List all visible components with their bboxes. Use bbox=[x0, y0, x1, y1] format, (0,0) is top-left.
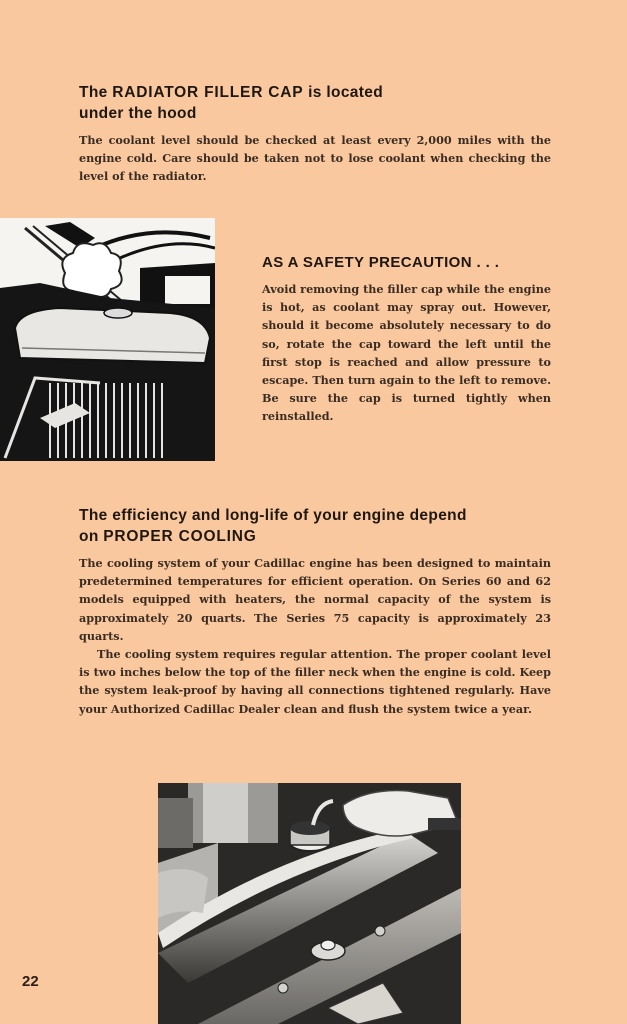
radiator-cap-body bbox=[79, 131, 551, 186]
paragraph: Avoid removing the filler cap while the engine is hot, as coolant may spray out. However, should it become absolutely necessary to do so, rotate the cap toward the left until the first stop is reached and allow pressure to escape. Then turn again to the left to remove. Be sure the cap is turned tightly when reinstalled. bbox=[262, 282, 551, 424]
page-number: 22 bbox=[22, 973, 39, 990]
steam-radiator-illustration bbox=[0, 218, 215, 461]
proper-cooling-heading bbox=[79, 505, 559, 547]
paragraph: The cooling system requires regular attention. The proper coolant level is two inches below the top of the filler neck when the engine is cold. Keep the system leak-proof by having all connections tightened regularly. Have your Authorized Cadillac Dealer clean and flush the system twice a year. bbox=[79, 647, 551, 716]
heading-caps-text: PROPER COOLING bbox=[103, 528, 257, 545]
proper-cooling-body bbox=[79, 554, 551, 718]
safety-heading: AS A SAFETY PRECAUTION . . . bbox=[262, 254, 500, 271]
heading-text: on bbox=[79, 528, 104, 545]
paragraph: The coolant level should be checked at least every 2,000 miles with the engine cold. Care should be taken not to lose coolant when checking the level of the radiator. bbox=[79, 133, 551, 184]
heading-text: under the hood bbox=[79, 105, 197, 122]
engine-steam-drawing bbox=[0, 218, 215, 461]
paragraph: The cooling system of your Cadillac engine has been designed to maintain predetermined temperatures for efficient operation. On Series 60 and 62 models equipped with heaters, the normal capacity of the system is approximately 20 quarts. The Series 75 capacity is approximately 23 quarts. bbox=[79, 556, 551, 643]
radiator-filling-drawing bbox=[158, 783, 461, 1024]
heading-text: The efficiency and long-life of your engine depend bbox=[79, 507, 467, 524]
heading-caps-text: RADIATOR FILLER CAP bbox=[112, 84, 304, 101]
safety-body bbox=[262, 280, 551, 426]
filling-radiator-illustration bbox=[158, 783, 461, 1024]
heading-text: is located bbox=[303, 84, 384, 101]
radiator-cap-heading bbox=[79, 82, 559, 124]
heading-text: The bbox=[79, 84, 113, 101]
